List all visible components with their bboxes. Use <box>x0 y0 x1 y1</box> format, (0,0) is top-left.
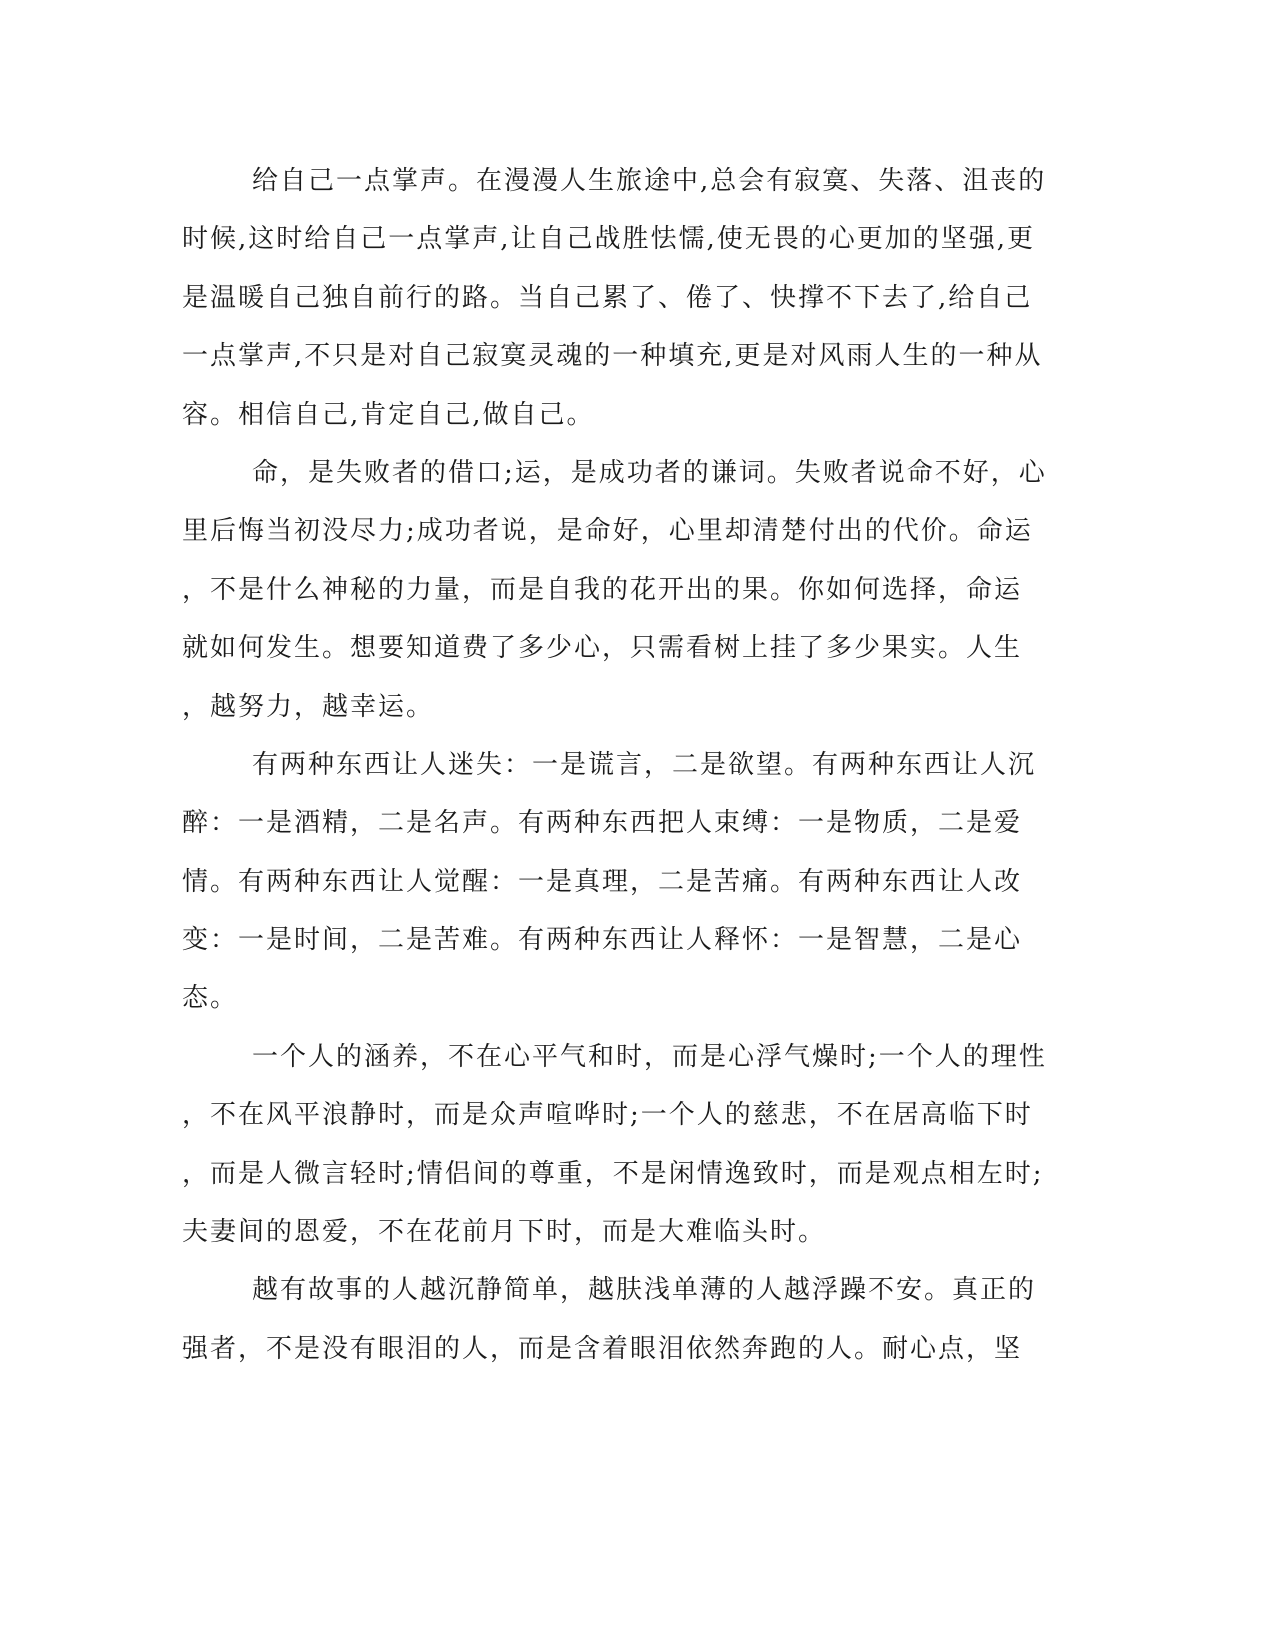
paragraph-2-line-1: 命，是失败者的借口;运，是成功者的谦词。失败者说命不好，心 <box>252 457 1047 488</box>
paragraph-1-line-5: 容。相信自己,肯定自己,做自己。 <box>182 399 595 430</box>
paragraph-3-line-4: 变：一是时间，二是苦难。有两种东西让人释怀：一是智慧，二是心 <box>182 925 1023 956</box>
paragraph-4-line-3: ，而是人微言轻时;情侣间的尊重，不是闲情逸致时，而是观点相左时; <box>182 1158 1044 1189</box>
paragraph-4-line-2: ，不在风平浪静时，而是众声喧哗时;一个人的慈悲，不在居高临下时 <box>182 1100 1033 1131</box>
paragraph-2-line-5: ，越努力，越幸运。 <box>182 691 435 722</box>
paragraph-2-line-2: 里后悔当初没尽力;成功者说，是命好，心里却清楚付出的代价。命运 <box>182 516 1033 547</box>
paragraph-1-line-1: 给自己一点掌声。在漫漫人生旅途中,总会有寂寞、失落、沮丧的 <box>252 166 1047 196</box>
paragraph-2-line-3: ，不是什么神秘的力量，而是自我的花开出的果。你如何选择，命运 <box>182 574 1023 605</box>
paragraph-3-line-5: 态。 <box>182 983 239 1014</box>
paragraph-1-line-2: 时候,这时给自己一点掌声,让自己战胜怯懦,使无畏的心更加的坚强,更 <box>182 224 1036 255</box>
paragraph-2-line-4: 就如何发生。想要知道费了多少心，只需看树上挂了多少果实。人生 <box>182 633 1023 664</box>
paragraph-1-line-3: 是温暖自己独自前行的路。当自己累了、倦了、快撑不下去了,给自己 <box>182 282 1033 313</box>
paragraph-5-line-2: 强者，不是没有眼泪的人，而是含着眼泪依然奔跑的人。耐心点，坚 <box>182 1333 1023 1364</box>
paragraph-3-line-2: 醉：一是酒精，二是名声。有两种东西把人束缚：一是物质，二是爱 <box>182 808 1023 839</box>
body-text <box>182 152 1047 1378</box>
paragraph-3-line-3: 情。有两种东西让人觉醒：一是真理，二是苦痛。有两种东西让人改 <box>182 866 1023 897</box>
paragraph-3-line-1: 有两种东西让人迷失：一是谎言，二是欲望。有两种东西让人沉 <box>252 749 1037 780</box>
paragraph-4-line-1: 一个人的涵养，不在心平气和时，而是心浮气燥时;一个人的理性 <box>252 1041 1047 1072</box>
paragraph-1-line-4: 一点掌声,不只是对自己寂寞灵魂的一种填充,更是对风雨人生的一种从 <box>182 341 1043 372</box>
paragraph-4-line-4: 夫妻间的恩爱，不在花前月下时，而是大难临头时。 <box>182 1217 827 1248</box>
paragraph-5-line-1: 越有故事的人越沉静简单，越肤浅单薄的人越浮躁不安。真正的 <box>252 1275 1037 1306</box>
